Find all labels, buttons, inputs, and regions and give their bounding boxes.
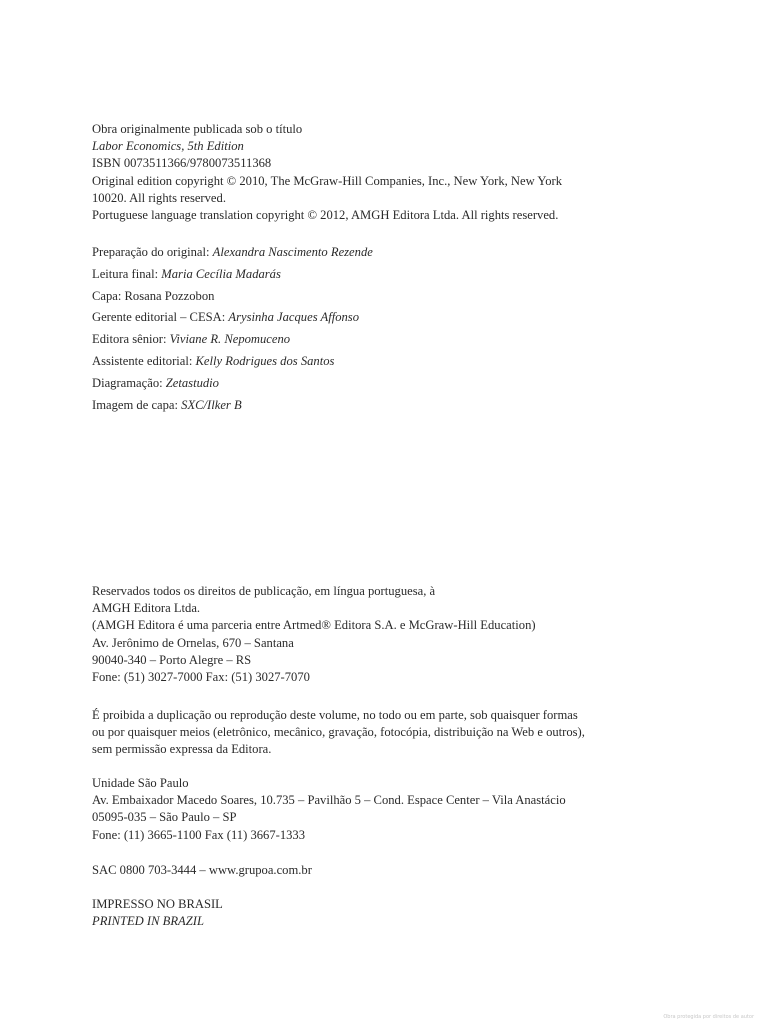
credit-name: Zetastudio — [165, 375, 219, 390]
credit-line — [92, 264, 692, 286]
original-published-as: Obra originalmente publicada sob o título — [92, 122, 303, 136]
credit-line — [92, 351, 692, 373]
sac-contact: SAC 0800 703-3444 – www.grupoa.com.br — [92, 863, 312, 877]
credit-name: Viviane R. Nepomuceno — [169, 332, 291, 347]
legal-line-3: sem permissão expressa da Editora. — [92, 742, 272, 757]
credit-role: Gerente editorial – CESA: — [92, 310, 229, 325]
publisher-city: 90040-340 – Porto Alegre – RS — [92, 652, 252, 667]
credit-role: Capa: Rosana Pozzobon — [92, 288, 215, 303]
original-copyright-line-1: Original edition copyright © 2010, The McGraw-Hill Companies, Inc., New York, New York — [92, 173, 563, 188]
unit-city: 05095-035 – São Paulo – SP — [92, 810, 237, 825]
credit-role: Preparação do original: — [92, 245, 213, 259]
credit-name: Kelly Rodrigues dos Santos — [195, 353, 335, 368]
printed-in-portuguese: IMPRESSO NO BRASIL — [92, 897, 223, 911]
credit-role: Diagramação: — [92, 375, 166, 390]
unit-address: Av. Embaixador Macedo Soares, 10.735 – Pavilhão 5 – Cond. Espace Center – Vila Anastácio — [92, 793, 566, 808]
credit-line — [92, 373, 692, 395]
credit-role: Leitura final: — [92, 266, 162, 281]
rights-line-1: Reservados todos os direitos de publicação, em língua portuguesa, à — [92, 584, 436, 598]
printed-in-english: PRINTED IN BRAZIL — [92, 914, 204, 929]
credit-line — [92, 329, 692, 351]
credit-line — [92, 242, 692, 264]
credit-role: Imagem de capa: — [92, 397, 182, 412]
credit-name: Maria Cecília Madarás — [161, 266, 281, 281]
credit-role: Editora sênior: — [92, 332, 170, 347]
legal-line-1: É proibida a duplicação ou reprodução deste volume, no todo ou em parte, sob quaisquer formas — [92, 708, 578, 722]
credit-line — [92, 395, 692, 417]
unit-phone-fax: Fone: (11) 3665-1100 Fax (11) 3667-1333 — [92, 827, 306, 842]
credit-role: Assistente editorial: — [92, 353, 196, 368]
sao-paulo-unit-block — [92, 775, 692, 844]
rights-reserved-block — [92, 583, 692, 686]
publisher-name: AMGH Editora Ltda. — [92, 601, 201, 616]
publisher-address: Av. Jerônimo de Ornelas, 670 – Santana — [92, 635, 294, 650]
original-title: Labor Economics, 5th Edition — [92, 139, 244, 154]
watermark: Obra protegida por direitos de autor — [663, 1014, 754, 1020]
printed-in-block — [92, 896, 692, 930]
unit-name: Unidade São Paulo — [92, 776, 189, 790]
legal-notice-block — [92, 707, 692, 759]
credit-line — [92, 286, 692, 308]
publisher-phone-fax: Fone: (51) 3027-7000 Fax: (51) 3027-7070 — [92, 670, 310, 685]
isbn: ISBN 0073511366/9780073511368 — [92, 156, 272, 171]
credit-name: Arysinha Jacques Affonso — [228, 310, 359, 325]
credit-name: Alexandra Nascimento Rezende — [212, 245, 373, 259]
credit-line — [92, 307, 692, 329]
credits-block — [92, 242, 692, 416]
original-copyright-line-2: 10020. All rights reserved. — [92, 190, 226, 205]
legal-line-2: ou por quaisquer meios (eletrônico, mecânico, gravação, fotocópia, distribuição na Web e outros), — [92, 725, 585, 740]
sac-block — [92, 862, 692, 879]
publisher-partnership: (AMGH Editora é uma parceria entre Artmed® Editora S.A. e McGraw-Hill Education) — [92, 618, 536, 633]
original-publication-block — [92, 121, 692, 224]
credit-name: SXC/Ilker B — [181, 397, 242, 412]
translation-copyright: Portuguese language translation copyright © 2012, AMGH Editora Ltda. All rights reserved. — [92, 208, 559, 223]
